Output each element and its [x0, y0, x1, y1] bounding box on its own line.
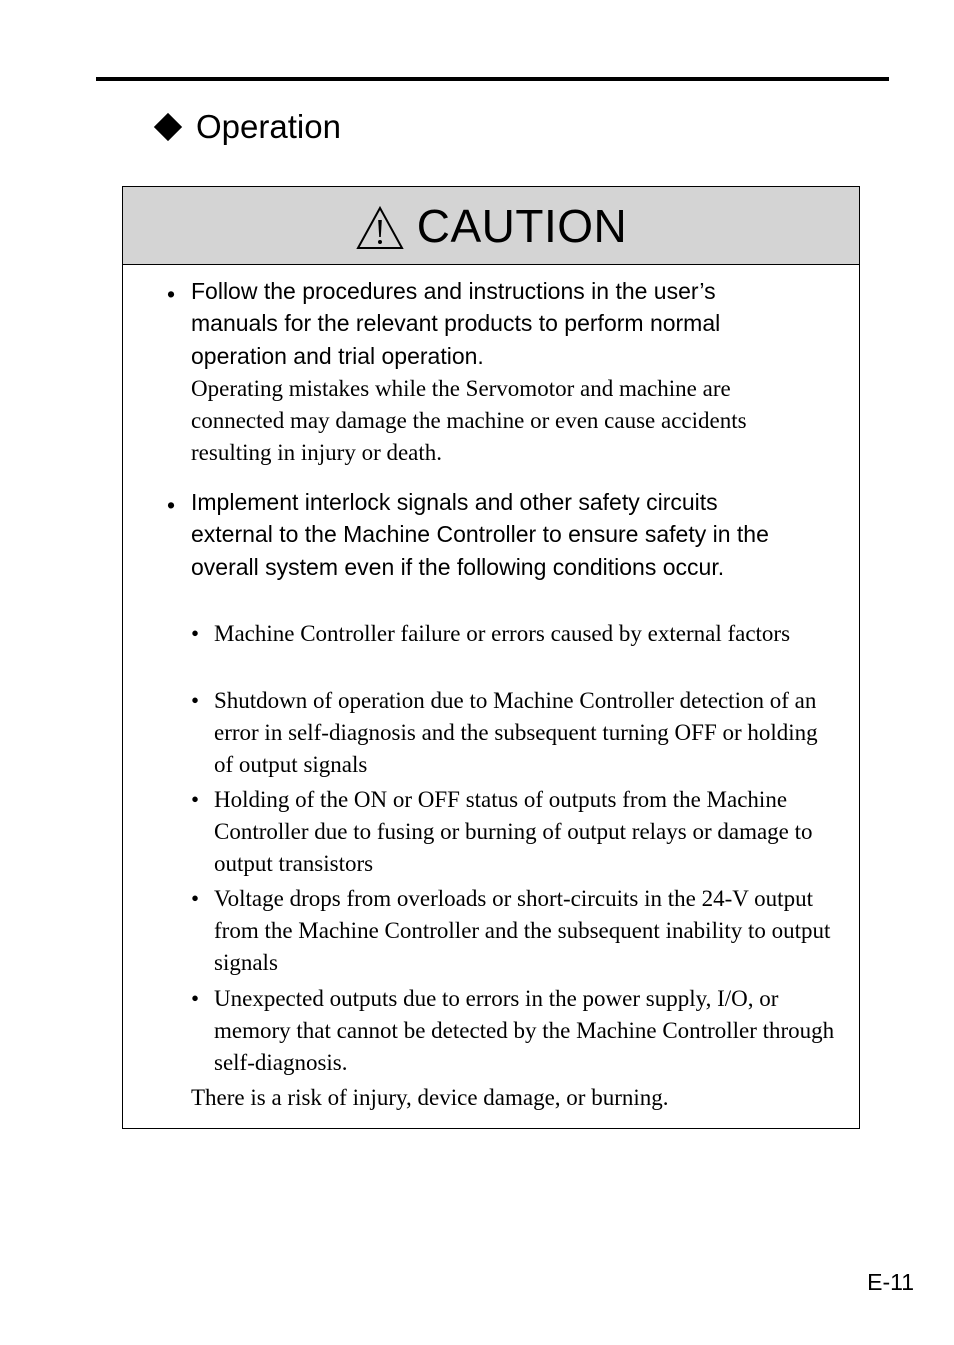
sub-bullet-icon: • — [191, 986, 200, 1011]
caution-item-1-note: Operating mistakes while the Servomotor and machine are connected may damage the machine or even cause accidents resulting in injury or death. — [191, 376, 747, 465]
sub-bullet-icon: • — [191, 621, 200, 646]
top-rule — [96, 77, 889, 81]
section-title: Operation — [196, 108, 341, 145]
caution-item-2-note: There is a risk of injury, device damage, or burning. — [191, 1085, 669, 1110]
bullet-icon: • — [167, 281, 176, 307]
caution-subitem: Holding of the ON or OFF status of outputs from the Machine Controller due to fusing or burning of output relays or damage to output transistors — [214, 787, 813, 876]
section-heading — [152, 105, 341, 149]
sub-bullet-icon: • — [191, 688, 200, 713]
caution-subitem: Voltage drops from overloads or short-circuits in the 24-V output from the Machine Controller and the subsequent inability to output signals — [214, 886, 831, 975]
caution-subitem: Unexpected outputs due to errors in the power supply, I/O, or memory that cannot be detected by the Machine Controller through self-diagnosis. — [214, 986, 835, 1075]
caution-subitem: Shutdown of operation due to Machine Controller detection of an error in self-diagnosis and the subsequent turning OFF or holding of output signals — [214, 688, 818, 777]
caution-title: CAUTION — [416, 199, 628, 252]
caution-item-1-text: Follow the procedures and instructions in the user’s manuals for the relevant products to perform normal operation and trial operation. — [191, 278, 721, 369]
sub-bullet-icon: • — [191, 787, 200, 812]
sub-bullet-icon: • — [191, 886, 200, 911]
caution-box — [122, 186, 860, 1129]
page-number: E-11 — [867, 1269, 914, 1295]
diamond-icon — [154, 113, 182, 141]
bullet-icon: • — [167, 492, 176, 518]
caution-subitem: Machine Controller failure or errors caused by external factors — [214, 621, 791, 646]
caution-item-2-text: Implement interlock signals and other safety circuits external to the Machine Controller to ensure safety in the overall system even if the following conditions occur. — [191, 489, 769, 580]
caution-header — [123, 187, 859, 265]
warning-triangle-icon — [355, 205, 405, 251]
